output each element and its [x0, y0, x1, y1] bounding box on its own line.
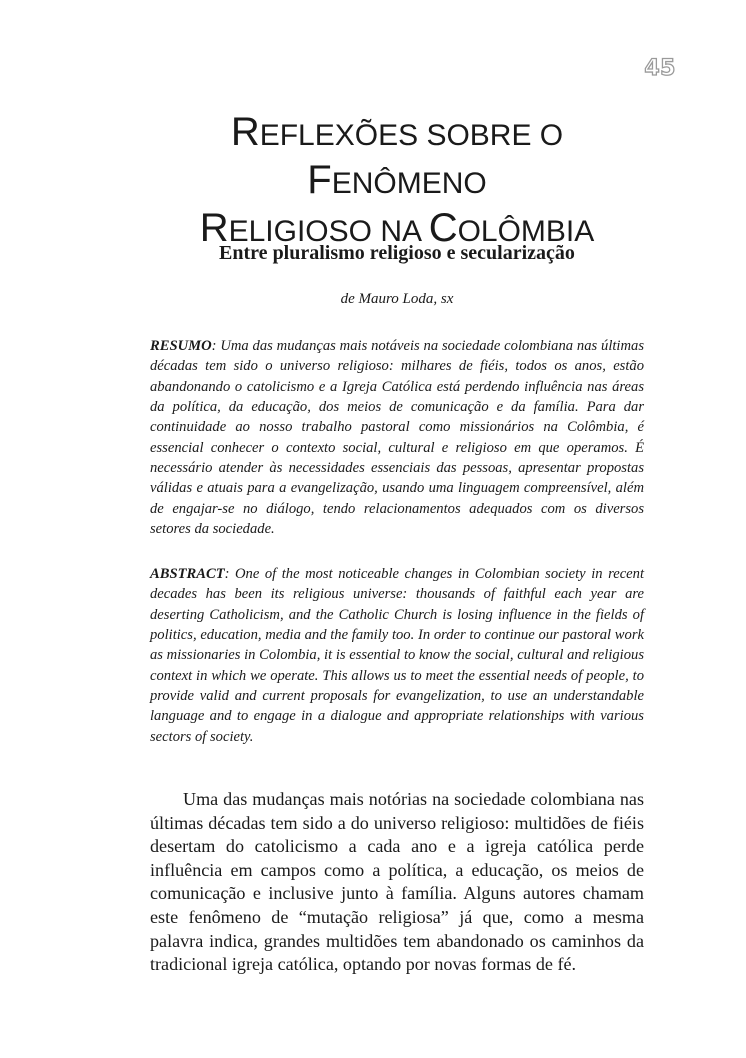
- abstract-text: : One of the most noticeable changes in Colombian society in recent decades has been its religious universe: thousands of faithful each year are deserting Catholicism, and the Catholic Church is losing influence in the fields of politics, education, media and the family too. In order to continue our pastoral work as missionaries in Colombia, it is essential to know the social, cultural and religious context in which we operate. This allows us to meet the essential needs of people, to provide valid and current proposals for evangelization, to use an understandable language and to engage in a dialogue and appropriate relationships with various sectors of society.: [150, 566, 644, 745]
- title-word: EFLEXÕES SOBRE O: [259, 119, 564, 152]
- title-initial: R: [199, 206, 229, 250]
- title-line-1: [150, 108, 644, 204]
- abstract-section: [150, 564, 644, 747]
- title-initial: C: [428, 206, 458, 250]
- abstract-label: ABSTRACT: [150, 566, 225, 582]
- resumo-label: RESUMO: [150, 338, 212, 354]
- resumo-text: : Uma das mudanças mais notáveis na sociedade colombiana nas últimas décadas tem sido o universo religioso: milhares de fiéis, todos os anos, estão abandonando o catolicismo e a Igreja Católica está perdendo influência nas áreas da política, da educação, dos meios de comunicação e da família. Para dar continuidade ao nosso trabalho pastoral como missionários na Colômbia, é essencial conhecer o contexto social, cultural e religioso em que operamos. É necessário atender às necessidades essenciais das pessoas, apresentar propostas válidas e atuais para a evangelização, usando uma linguagem compreensível, além de engajar-se no diálogo, tendo relacionamentos adequados com os diversos setores da sociedade.: [150, 338, 644, 538]
- resumo-section: [150, 336, 644, 539]
- author-line: de Mauro Loda, sx: [340, 291, 454, 307]
- title-word: ENÔMENO: [331, 167, 487, 200]
- article-subtitle: Entre pluralismo religioso e secularização: [219, 242, 575, 264]
- page-number: 45: [644, 56, 676, 81]
- title-initial: R: [230, 110, 260, 154]
- article-title: [150, 108, 644, 252]
- title-initial: F: [307, 158, 332, 202]
- body-paragraph: Uma das mudanças mais notórias na sociedade colombiana nas últimas décadas tem sido a do universo religioso: multidões de fiéis desertam do catolicismo a cada ano e a igreja católica perde influência em campos como a política, a educação, os meios de comunicação e inclusive junto à família. Alguns autores chamam este fenômeno de “mutação religiosa” já que, como a mesma palavra indica, grandes multidões tem abandonado os caminhos da tradicional igreja católica, optando por novas formas de fé.: [150, 789, 644, 975]
- title-word: OLÔMBIA: [457, 215, 595, 248]
- title-word: ELIGIOSO NA: [228, 215, 429, 248]
